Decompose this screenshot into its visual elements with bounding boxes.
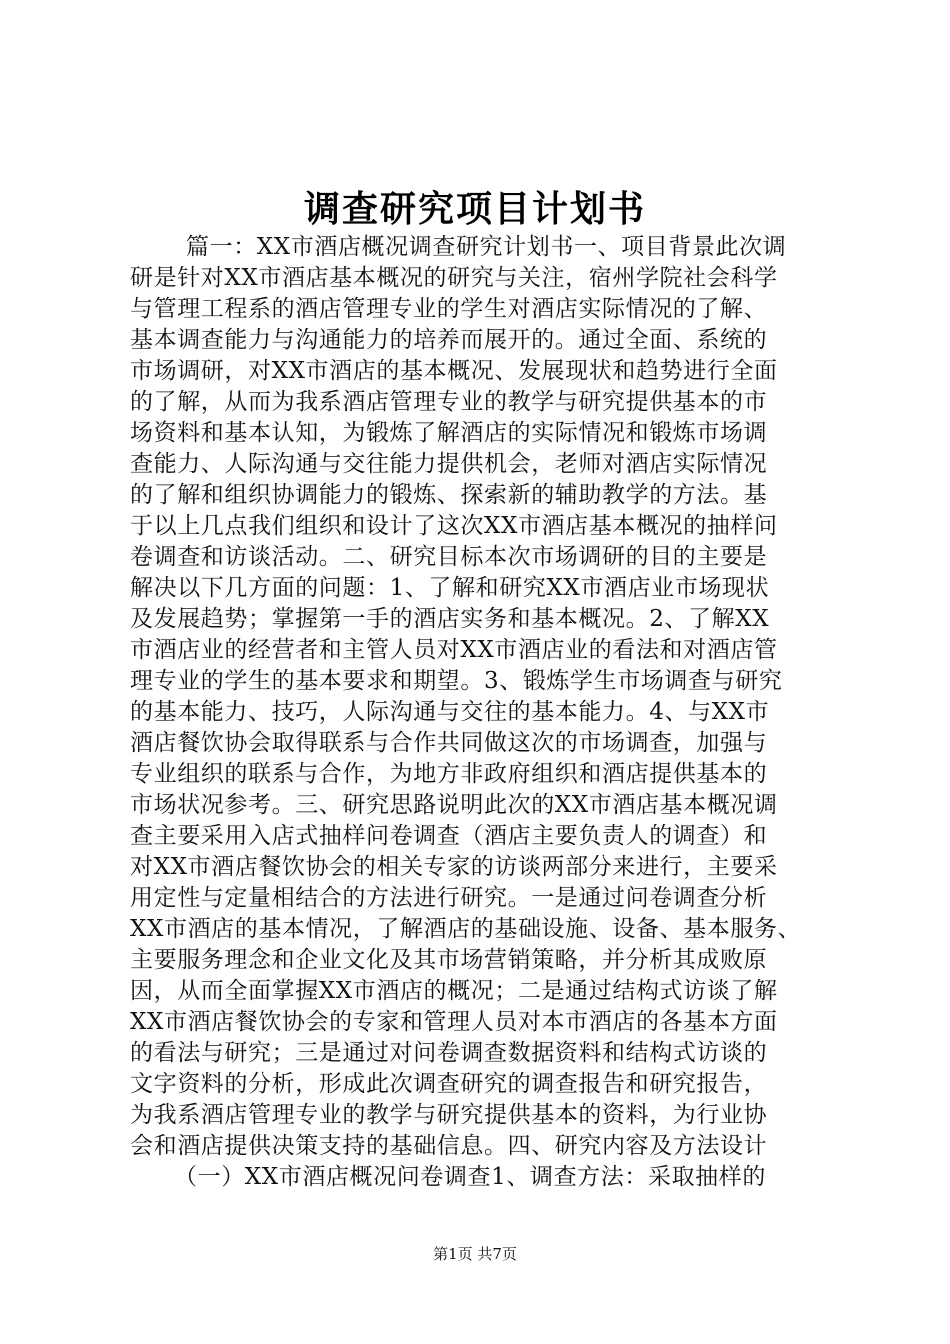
- body-line: 与管理工程系的酒店管理专业的学生对酒店实际情况的了解、: [130, 296, 768, 322]
- body-line: 主要服务理念和企业文化及其市场营销策略，并分析其成败原: [130, 947, 768, 973]
- body-line: 的看法与研究；三是通过对问卷调查数据资料和结构式访谈的: [130, 1040, 768, 1066]
- body-line: 因，从而全面掌握XX市酒店的概况；二是通过结构式访谈了解: [130, 978, 778, 1004]
- body-line: 专业组织的联系与合作，为地方非政府组织和酒店提供基本的: [130, 761, 768, 787]
- body-line: 酒店餐饮协会取得联系与合作共同做这次的市场调查，加强与: [130, 730, 768, 756]
- page-footer: 第1页 共7页: [433, 1245, 517, 1263]
- body-line: 市酒店业的经营者和主管人员对XX市酒店业的看法和对酒店管: [130, 637, 778, 663]
- body-line: 基本调查能力与沟通能力的培养而展开的。通过全面、系统的: [130, 327, 768, 353]
- body-line: 文字资料的分析，形成此次调查研究的调查报告和研究报告，: [130, 1071, 768, 1097]
- body-line: 理专业的学生的基本要求和期望。3、锻炼学生市场调查与研究: [130, 668, 783, 694]
- body-line: XX市酒店餐饮协会的专家和管理人员对本市酒店的各基本方面: [130, 1009, 778, 1035]
- body-line: 会和酒店提供决策支持的基础信息。四、研究内容及方法设计: [130, 1133, 768, 1159]
- body-line: 的基本能力、技巧，人际沟通与交往的基本能力。4、与XX市: [130, 699, 770, 725]
- body-line: 的了解，从而为我系酒店管理专业的教学与研究提供基本的市: [130, 389, 768, 415]
- body-line: 于以上几点我们组织和设计了这次XX市酒店基本概况的抽样问: [130, 513, 778, 539]
- body-line: 篇一：XX市酒店概况调查研究计划书一、项目背景此次调: [186, 234, 787, 260]
- body-line: 对XX市酒店餐饮协会的相关专家的访谈两部分来进行，主要采: [130, 854, 778, 880]
- body-line: 查主要采用入店式抽样问卷调查（酒店主要负责人的调查）和: [130, 823, 768, 849]
- body-line: XX市酒店的基本情况，了解酒店的基础设施、设备、基本服务、: [130, 916, 802, 942]
- body-line: 查能力、人际沟通与交往能力提供机会，老师对酒店实际情况: [130, 451, 768, 477]
- document-title: 调查研究项目计划书: [303, 189, 646, 230]
- body-line: 场资料和基本认知，为锻炼了解酒店的实际情况和锻炼市场调: [130, 420, 768, 446]
- body-line: 解决以下几方面的问题：1、了解和研究XX市酒店业市场现状: [130, 575, 770, 601]
- body-line: 研是针对XX市酒店基本概况的研究与关注，宿州学院社会科学: [130, 265, 778, 291]
- document-body: [130, 232, 832, 1193]
- body-line: 及发展趋势；掌握第一手的酒店实务和基本概况。2、了解XX: [130, 606, 770, 632]
- body-line: 市场调研，对XX市酒店的基本概况、发展现状和趋势进行全面: [130, 358, 778, 384]
- body-line: 市场状况参考。三、研究思路说明此次的XX市酒店基本概况调: [130, 792, 778, 818]
- body-line: 卷调查和访谈活动。二、研究目标本次市场调研的目的主要是: [130, 544, 768, 570]
- body-line: 为我系酒店管理专业的教学与研究提供基本的资料，为行业协: [130, 1102, 768, 1128]
- body-line: 用定性与定量相结合的方法进行研究。一是通过问卷调查分析: [130, 885, 768, 911]
- body-line: （一）XX市酒店概况问卷调查1、调查方法：采取抽样的: [174, 1164, 766, 1190]
- body-line: 的了解和组织协调能力的锻炼、探索新的辅助教学的方法。基: [130, 482, 768, 508]
